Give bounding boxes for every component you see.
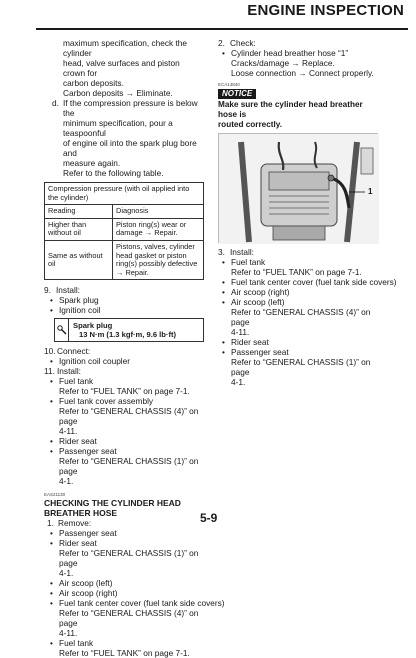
reference-line: Refer to “GENERAL CHASSIS (1)” on page — [231, 357, 371, 377]
reference-line: Refer to “GENERAL CHASSIS (1)” on page — [59, 456, 199, 477]
notice-badge-wrap — [218, 88, 378, 99]
breather-hose-figure — [218, 133, 378, 243]
table-caption: Compression pressure (with oil applied into the cylinder) — [45, 183, 204, 205]
carbon-deposits-line: Carbon deposits → Eliminate. — [63, 88, 173, 98]
reference-line: 4-1. — [231, 377, 246, 387]
compression-table — [44, 182, 204, 280]
right-column — [218, 38, 397, 387]
reference-line: Refer to “GENERAL CHASSIS (4)” on page — [59, 406, 199, 427]
refer-table-line: Refer to the following table. — [63, 168, 164, 178]
list-item: • Fuel tank center cover (fuel tank side covers) — [221, 277, 378, 287]
reference-line: 4-11. — [59, 628, 78, 639]
list-item: • Cylinder head breather hose “1” — [221, 48, 378, 58]
list-item: • Fuel tank — [221, 257, 378, 267]
reference-line: Refer to “GENERAL CHASSIS (4)” on page — [59, 608, 199, 629]
reference-line: Refer to “FUEL TANK” on page 7-1. — [231, 267, 362, 277]
reference-line: Refer to “FUEL TANK” on page 7-1. — [59, 648, 190, 658]
list-item: • Spark plug — [49, 295, 204, 305]
step-9 — [44, 285, 204, 295]
notice-text-line: routed correctly. — [218, 120, 282, 129]
torque-value: 13 N·m (1.3 kgf·m, 9.6 lb·ft) — [79, 330, 177, 340]
list-item: • Air scoop (left) — [221, 297, 378, 307]
step-2 — [218, 38, 378, 48]
list-item: • Air scoop (right) — [49, 588, 204, 598]
list-item: • Fuel tank — [49, 638, 204, 648]
torque-text — [69, 319, 180, 341]
list-item: • Air scoop (right) — [221, 287, 378, 297]
step-3-label: Install: — [230, 247, 254, 257]
reference-line: 4-1. — [59, 476, 74, 487]
step-11 — [44, 366, 204, 376]
step-3 — [218, 247, 378, 257]
notice-text — [218, 100, 378, 130]
table-cell-diagnosis: Pistons, valves, cylinder head gasket or piston ring(s) possibly defective → Repair. — [113, 240, 204, 279]
list-item: • Passenger seat — [49, 528, 204, 538]
step-2-label: Check: — [230, 38, 256, 48]
page-header-title: ENGINE INSPECTION — [247, 2, 404, 19]
list-item: • Ignition coil — [49, 305, 204, 315]
page-number: 5-9 — [200, 511, 218, 525]
figure-callout-1: 1 — [368, 187, 373, 196]
torque-spec-box — [54, 318, 204, 342]
list-item: • Fuel tank center cover (fuel tank side covers) — [49, 598, 204, 608]
step-10-number: 10. — [44, 346, 56, 357]
table-row — [45, 240, 204, 279]
step-d-line: measure again. — [63, 158, 121, 168]
reference-line: 4-11. — [231, 327, 250, 337]
intro-line: maximum specification, check the cylinder — [63, 38, 188, 58]
list-item: • Rider seat — [221, 337, 378, 347]
section-title-line: CHECKING THE CYLINDER HEAD — [44, 498, 181, 509]
header-rule — [36, 28, 408, 30]
check-result: Cracks/damage → Replace. — [231, 58, 335, 68]
step-2-number: 2. — [218, 38, 225, 48]
list-item: • Ignition coil coupler — [49, 356, 204, 366]
table-header-reading: Reading — [45, 205, 113, 219]
step-1-label: Remove: — [58, 518, 92, 529]
torque-wrench-icon — [55, 319, 69, 341]
section-title-line: BREATHER HOSE — [44, 508, 118, 519]
notice-code: ECA14840 — [218, 82, 240, 87]
list-item: • Passenger seat — [49, 446, 204, 456]
step-11-number: 11. — [44, 366, 55, 377]
check-result: Loose connection → Connect properly. — [231, 68, 374, 78]
step-1-number: 1. — [47, 518, 54, 529]
step-10 — [44, 346, 204, 356]
step-1 — [44, 518, 204, 528]
reference-line: Refer to “GENERAL CHASSIS (1)” on page — [59, 548, 199, 569]
section-title — [44, 498, 204, 518]
reference-line: Refer to “FUEL TANK” on page 7-1. — [59, 386, 190, 397]
table-cell-reading: Higher than without oil — [45, 218, 113, 240]
notice-text-line: Make sure the cylinder head breather hose is — [218, 100, 363, 119]
table-cell-diagnosis: Piston ring(s) wear or damage → Repair. — [113, 218, 204, 240]
reference-line: 4-1. — [59, 568, 74, 579]
notice-badge: NOTICE — [218, 89, 256, 99]
step-9-number: 9. — [44, 285, 51, 296]
step-9-label: Install: — [56, 285, 80, 296]
intro-paragraph — [44, 38, 204, 98]
reference-line: 4-11. — [59, 426, 78, 437]
list-item: • Passenger seat — [221, 347, 378, 357]
step-d — [44, 98, 204, 178]
torque-title: Spark plug — [73, 321, 113, 331]
table-header-diagnosis: Diagnosis — [113, 205, 204, 219]
step-d-line: minimum specification, pour a teaspoonful — [63, 118, 173, 138]
section-code: EAS21130 — [44, 492, 66, 498]
intro-line: head, valve surfaces and piston crown for — [63, 58, 180, 78]
reference-line: Refer to “GENERAL CHASSIS (4)” on page — [231, 307, 371, 327]
table-row — [45, 218, 204, 240]
list-item: • Fuel tank cover assembly — [49, 396, 204, 406]
table-cell-reading: Same as without oil — [45, 240, 113, 279]
step-d-number: d. — [52, 98, 59, 108]
step-3-number: 3. — [218, 247, 225, 257]
step-d-line: If the compression pressure is below the — [63, 98, 198, 118]
list-item: • Fuel tank — [49, 376, 204, 386]
step-11-label: Install: — [57, 366, 81, 377]
breather-hose-illustration — [219, 134, 379, 244]
list-item: • Rider seat — [49, 436, 204, 446]
intro-line: carbon deposits. — [63, 78, 124, 88]
list-item: • Air scoop (left) — [49, 578, 204, 588]
step-10-label: Connect: — [57, 346, 91, 357]
list-item: • Rider seat — [49, 538, 204, 548]
step-d-line: of engine oil into the spark plug bore and — [63, 138, 197, 158]
